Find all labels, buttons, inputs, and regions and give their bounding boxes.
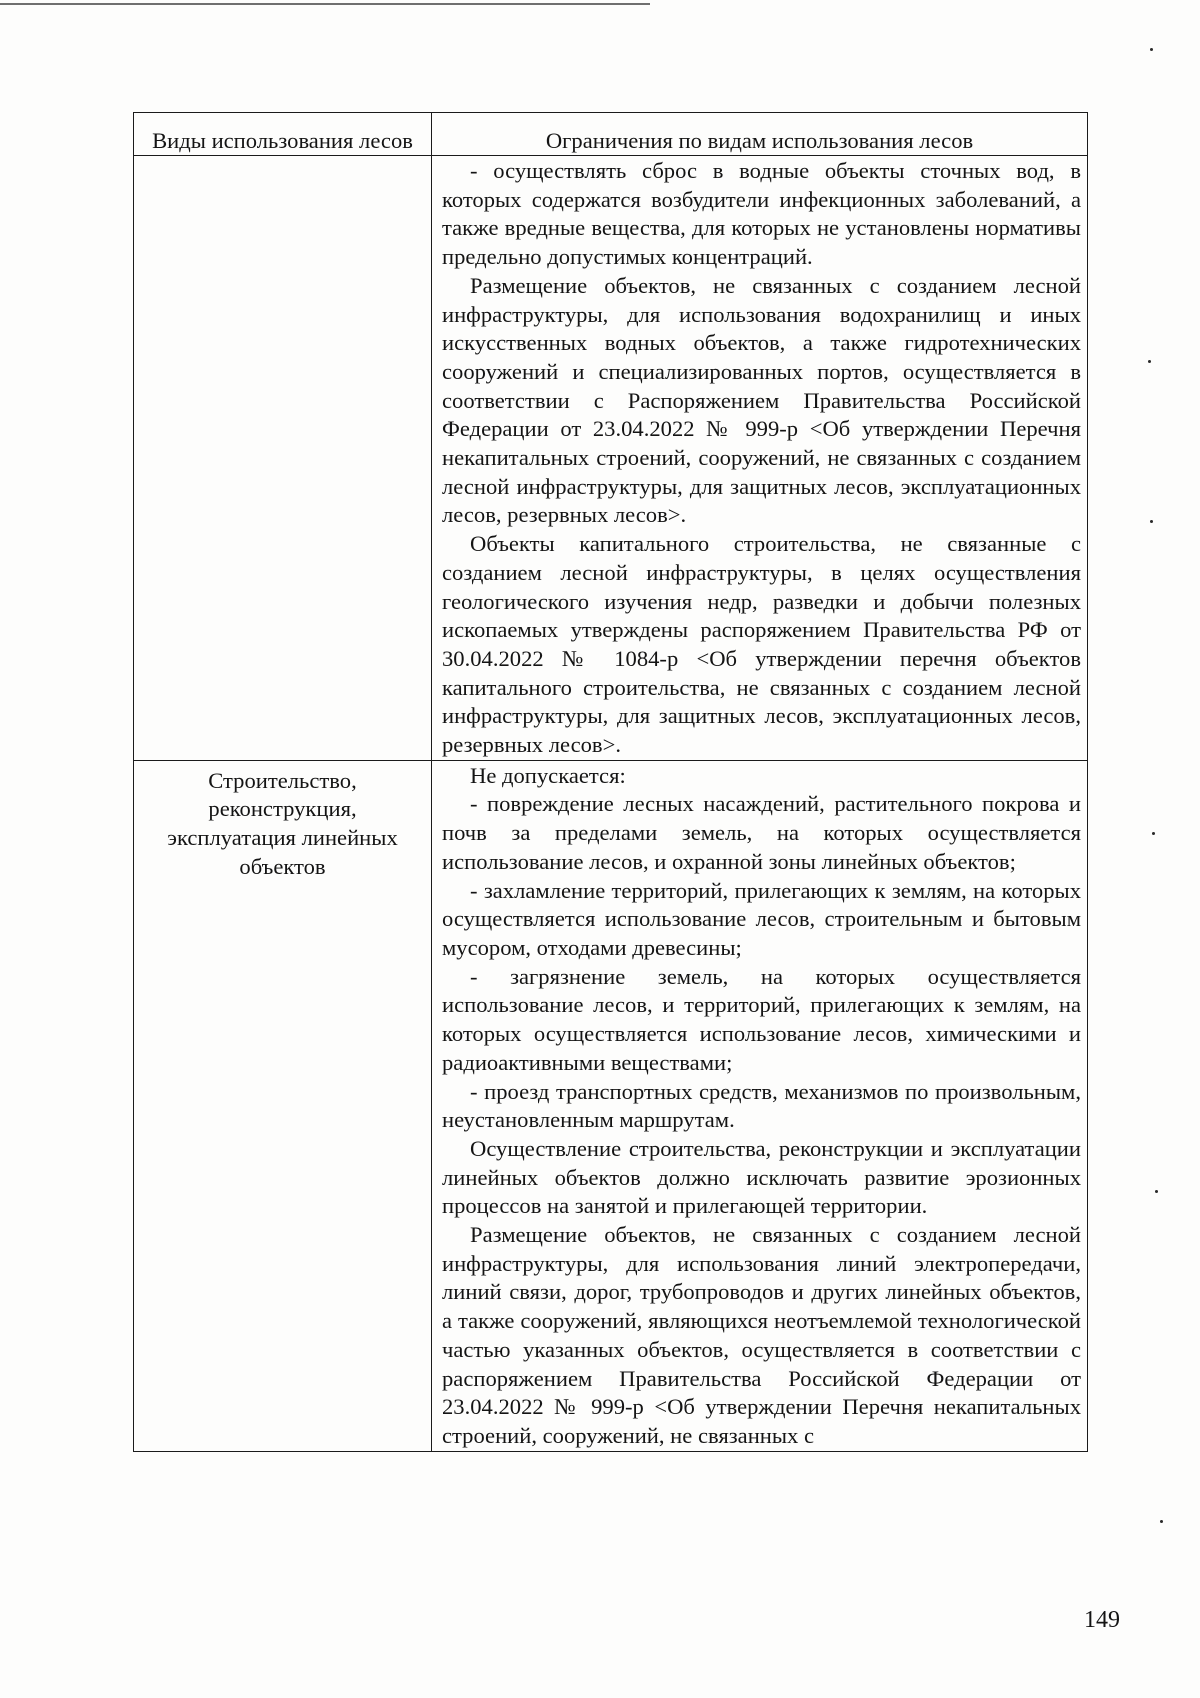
header-restrictions: Ограничения по видам использования лесов <box>432 113 1088 156</box>
paragraph: Осуществление строительства, реконструкции и эксплуатации линейных объектов должно исключать развитие эрозионных процессов на занятой и прилегающей территории. <box>442 1135 1081 1219</box>
paragraph: - повреждение лесных насаждений, растительного покрова и почв за пределами земель, на которых осуществляется использование лесов, и охранной зоны линейных объектов; <box>442 791 1081 874</box>
table-header-row <box>134 113 1088 156</box>
page-number: 149 <box>1084 1607 1120 1633</box>
paragraph: - проезд транспортных средств, механизмов по произвольным, неустановленным маршрутам. <box>442 1078 1081 1133</box>
scan-speck <box>1160 1520 1163 1523</box>
paragraph: Объекты капитального строительства, не связанные с созданием лесной инфраструктуры, в целях осуществления геологического изучения недр, разведки и добычи полезных ископаемых утверждены распоряжением Правительства РФ от 30.04.2022 № 1084-р <Об утверждении перечня объектов капитального строительства, не связанных с созданием лесной инфраструктуры, для защитных лесов, эксплуатационных лесов, резервных лесов>. <box>442 531 1081 758</box>
scan-speck <box>1152 832 1155 835</box>
scan-speck <box>1150 48 1153 51</box>
paragraph: Размещение объектов, не связанных с созданием лесной инфраструктуры, для использования водохранилищ и иных искусственных водных объектов, а также гидротехнических сооружений и специализированных портов, осуществляется в соответствии с Распоряжением Правительства Российской Федерации от 23.04.2022 № 999-р <Об утверждении Перечня некапитальных строений, сооружений, не связанных с созданием лесной инфраструктуры, для защитных лесов, эксплуатационных лесов, резервных лесов>. <box>442 272 1081 528</box>
scan-speck <box>1155 1190 1158 1193</box>
scan-speck <box>1148 360 1151 363</box>
restrictions-cell <box>432 760 1088 1451</box>
table-row <box>134 156 1088 761</box>
forest-use-restrictions-table <box>133 112 1088 1452</box>
scan-speck <box>1150 520 1153 523</box>
paragraph: Не допускается: <box>470 762 626 788</box>
table-row <box>134 760 1088 1451</box>
paragraph: Размещение объектов, не связанных с созданием лесной инфраструктуры, для использования линий электропередачи, линий связи, дорог, трубопроводов и других линейных объектов, а также сооружений, являющихся неотъемлемой технологической частью указанных объектов, осуществляется в соответствии с распоряжением Правительства Российской Федерации от 23.04.2022 № 999-р <Об утверждении Перечня некапитальных строений, сооружений, не связанных с <box>442 1222 1081 1448</box>
paragraph: - осуществлять сброс в водные объекты сточных вод, в которых содержатся возбудители инфекционных заболеваний, а также вредные вещества, для которых не установлены нормативы предельно допустимых концентраций. <box>442 158 1081 270</box>
paragraph: - захламление территорий, прилегающих к землям, на которых осуществляется использование лесов, строительным и бытовым мусором, отходами древесины; <box>442 877 1081 960</box>
restrictions-cell <box>432 156 1088 761</box>
header-forest-use-types: Виды использования лесов <box>134 113 432 156</box>
paragraph: - загрязнение земель, на которых осуществляется использование лесов, и территорий, прилегающих к землям, на которых осуществляется использование лесов, химическими и радиоактивными веществами; <box>442 963 1081 1075</box>
use-type-cell <box>134 156 432 761</box>
scan-edge-line <box>0 3 650 5</box>
use-type-cell: Строительство, реконструкция, эксплуатация линейных объектов <box>134 760 432 1451</box>
